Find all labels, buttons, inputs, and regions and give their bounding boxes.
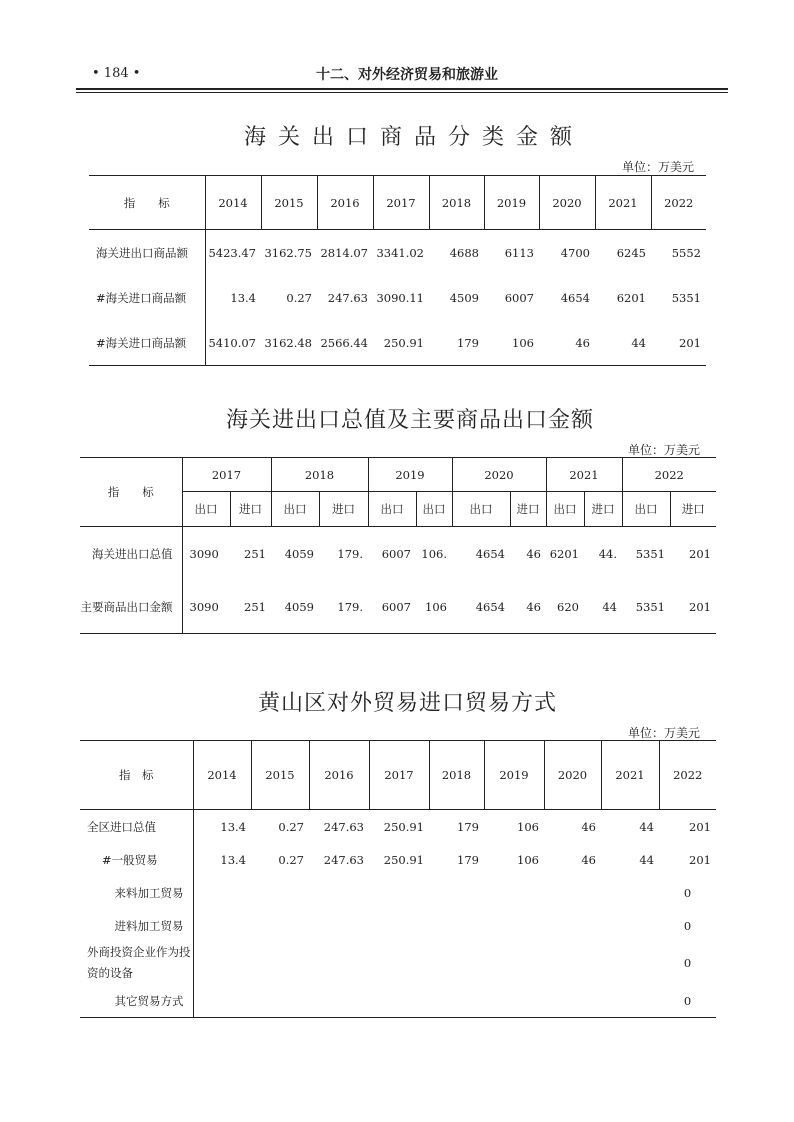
cell: 201	[689, 819, 711, 834]
year-header: 2014	[205, 176, 261, 230]
cell	[544, 909, 601, 942]
cell	[601, 876, 659, 909]
sub-header: 出口	[452, 492, 510, 527]
cell	[309, 909, 369, 942]
cell: 251	[244, 546, 266, 561]
row-label: 进料加工贸易	[80, 909, 193, 942]
cell: 46	[581, 852, 596, 867]
year-header: 2022	[659, 741, 716, 810]
cell	[193, 876, 251, 909]
cell: 6007	[368, 580, 416, 634]
cell: 201	[689, 546, 711, 561]
cell	[484, 942, 544, 984]
table-row	[80, 527, 716, 581]
sub-header: 进口	[584, 492, 622, 527]
import-trade-mode-table	[80, 740, 716, 1018]
cell: 3341.02	[376, 245, 424, 260]
year-header: 2020	[544, 741, 601, 810]
table-row	[80, 810, 716, 844]
cell: 6201	[616, 290, 646, 305]
cell: 250.91	[383, 852, 424, 867]
table3-unit: 单位：万美元	[628, 726, 701, 740]
cell: 179	[457, 819, 479, 834]
cell	[193, 909, 251, 942]
cell: 179.	[319, 580, 368, 634]
corner-label: 指 标	[80, 741, 193, 810]
cell: 44	[639, 852, 654, 867]
cell: 5351	[671, 290, 701, 305]
cell: 5410.07	[205, 320, 261, 366]
cell: 6007	[504, 290, 534, 305]
sub-header: 出口	[182, 492, 230, 527]
sub-header: 进口	[230, 492, 271, 527]
year-header: 2015	[251, 741, 309, 810]
year-header: 2017	[369, 741, 429, 810]
cell	[429, 984, 484, 1018]
year-header: 2018	[429, 176, 484, 230]
row-label: 外商投资企业作为投资的设备	[80, 942, 193, 984]
cell: 2566.44	[317, 320, 373, 366]
year-header: 2014	[193, 741, 251, 810]
year-header: 2016	[309, 741, 369, 810]
cell	[251, 909, 309, 942]
cell: 106	[484, 320, 539, 366]
cell: 106	[416, 580, 452, 634]
table-header-row	[89, 176, 706, 230]
table-row	[80, 876, 716, 909]
cell: 6201	[549, 546, 579, 561]
cell: 6245	[616, 245, 646, 260]
cell: 4688	[449, 245, 479, 260]
cell: 3090.11	[376, 290, 424, 305]
year-header: 2020	[452, 458, 546, 492]
cell: 5423.47	[208, 245, 256, 260]
cell: 106	[517, 819, 539, 834]
table1-unit: 单位：万美元	[622, 160, 695, 174]
sub-header: 出口	[271, 492, 319, 527]
year-header: 2017	[182, 458, 271, 492]
row-label: #海关进口商品额	[89, 320, 205, 366]
chapter-title: 十二、对外经济贸易和旅游业	[316, 67, 498, 83]
year-header: 2016	[317, 176, 373, 230]
cell: 6007	[381, 546, 411, 561]
cell	[484, 984, 544, 1018]
cell: 201	[670, 580, 716, 634]
year-header: 2021	[595, 176, 651, 230]
year-header: 2021	[601, 741, 659, 810]
cell	[544, 876, 601, 909]
cell: 5351	[622, 580, 670, 634]
cell: 0	[683, 956, 692, 970]
table-row	[89, 230, 706, 276]
table1-title: 海关出口商品分类金额	[244, 125, 585, 150]
cell: 2814.07	[320, 245, 368, 260]
cell	[369, 876, 429, 909]
table2-unit: 单位：万美元	[628, 443, 701, 457]
year-header: 2018	[271, 458, 368, 492]
cell: 4654	[560, 290, 590, 305]
table3-title: 黄山区对外贸易进口贸易方式	[258, 691, 558, 716]
row-label: 海关进出口总值	[80, 527, 182, 581]
table-row	[89, 320, 706, 366]
year-header: 2022	[651, 176, 706, 230]
cell	[484, 876, 544, 909]
cell: 247.63	[327, 290, 368, 305]
cell: 0.27	[278, 819, 304, 834]
cell: 46	[510, 580, 546, 634]
cell	[601, 984, 659, 1018]
cell	[193, 942, 251, 984]
year-header: 2019	[484, 741, 544, 810]
cell: 0	[683, 885, 692, 900]
row-label: #一般贸易	[80, 843, 193, 876]
table-row	[80, 843, 716, 876]
cell: 251	[230, 580, 271, 634]
customs-export-table	[89, 175, 706, 366]
customs-total-table	[80, 457, 716, 634]
year-header: 2015	[261, 176, 317, 230]
cell	[251, 984, 309, 1018]
cell: 106	[517, 852, 539, 867]
cell: 3162.48	[261, 320, 317, 366]
table-row	[80, 942, 716, 984]
sub-header: 出口	[416, 492, 452, 527]
cell: 13.4	[230, 290, 256, 305]
cell: 13.4	[220, 852, 246, 867]
cell: 179	[457, 852, 479, 867]
year-header: 2020	[539, 176, 595, 230]
year-header: 2017	[373, 176, 429, 230]
cell: 0.27	[278, 852, 304, 867]
cell	[193, 984, 251, 1018]
cell: 4700	[560, 245, 590, 260]
cell: 4059	[271, 580, 319, 634]
cell	[251, 942, 309, 984]
sub-header: 出口	[546, 492, 584, 527]
cell	[369, 984, 429, 1018]
cell: 620	[546, 580, 584, 634]
cell	[251, 876, 309, 909]
year-header: 2019	[484, 176, 539, 230]
cell: 247.63	[323, 819, 364, 834]
cell	[484, 909, 544, 942]
cell	[309, 876, 369, 909]
cell: 247.63	[323, 852, 364, 867]
cell	[601, 942, 659, 984]
cell: 6113	[504, 245, 534, 260]
cell: 4654	[475, 546, 505, 561]
cell: 4654	[452, 580, 510, 634]
sub-header: 出口	[622, 492, 670, 527]
header-rule	[76, 88, 728, 90]
cell: 46	[526, 546, 541, 561]
cell: 0.27	[286, 290, 312, 305]
cell: 4059	[284, 546, 314, 561]
row-label: #海关进口商品额	[89, 275, 205, 320]
table-header-row	[80, 741, 716, 810]
row-label: 全区进口总值	[80, 810, 193, 844]
cell: 106.	[421, 546, 447, 561]
cell	[429, 942, 484, 984]
cell: 46	[539, 320, 595, 366]
row-label: 海关进出口商品额	[89, 230, 205, 276]
cell: 44	[584, 580, 622, 634]
cell: 179.	[337, 546, 363, 561]
corner-label: 指 标	[80, 458, 182, 527]
year-header-row	[80, 458, 716, 492]
cell: 179	[429, 320, 484, 366]
row-label: 主要商品出口金额	[80, 580, 182, 634]
corner-label: 指 标	[89, 176, 205, 230]
cell: 5552	[671, 245, 701, 260]
year-header: 2019	[368, 458, 452, 492]
row-label: 来料加工贸易	[80, 876, 193, 909]
table-row	[80, 580, 716, 634]
cell	[429, 909, 484, 942]
cell: 4509	[449, 290, 479, 305]
sub-header: 进口	[510, 492, 546, 527]
table-row	[80, 984, 716, 1018]
header-rule-thin	[76, 92, 728, 93]
cell: 5351	[635, 546, 665, 561]
cell	[309, 942, 369, 984]
table-row	[89, 275, 706, 320]
cell	[601, 909, 659, 942]
cell	[544, 984, 601, 1018]
cell: 13.4	[220, 819, 246, 834]
cell	[429, 876, 484, 909]
row-label: 其它贸易方式	[80, 984, 193, 1018]
cell: 0	[683, 918, 692, 933]
table2-title: 海关进出口总值及主要商品出口金额	[226, 408, 595, 433]
cell	[369, 942, 429, 984]
cell	[369, 909, 429, 942]
cell: 201	[651, 320, 706, 366]
cell: 3162.75	[264, 245, 312, 260]
cell: 44.	[598, 546, 617, 561]
sub-header: 出口	[368, 492, 416, 527]
table-row	[80, 909, 716, 942]
cell	[544, 942, 601, 984]
cell: 46	[581, 819, 596, 834]
cell: 44	[595, 320, 651, 366]
year-header: 2021	[546, 458, 622, 492]
cell: 0	[659, 984, 716, 1018]
year-header: 2018	[429, 741, 484, 810]
cell: 3090	[182, 580, 230, 634]
cell: 250.91	[373, 320, 429, 366]
cell: 3090	[189, 546, 219, 561]
cell: 250.91	[383, 819, 424, 834]
cell: 201	[689, 852, 711, 867]
sub-header: 进口	[670, 492, 716, 527]
cell	[309, 984, 369, 1018]
cell: 44	[639, 819, 654, 834]
year-header: 2022	[622, 458, 716, 492]
sub-header: 进口	[319, 492, 368, 527]
page-number: • 184 •	[92, 66, 141, 81]
